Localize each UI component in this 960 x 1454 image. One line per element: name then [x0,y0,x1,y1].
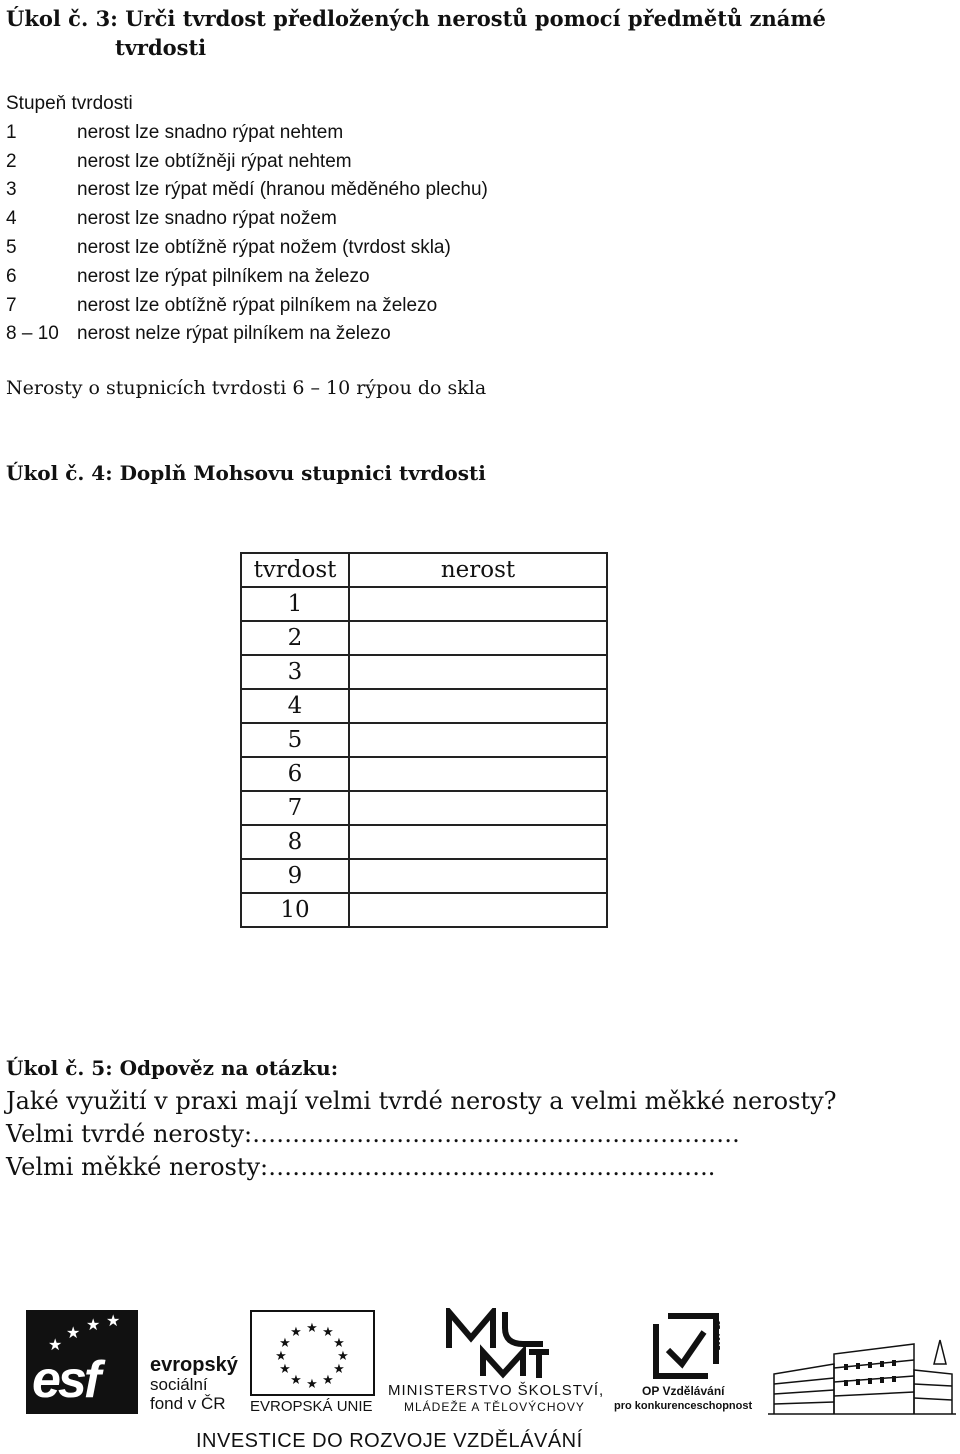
mineral-input-cell[interactable] [349,757,607,791]
svg-text:★: ★ [279,1336,291,1351]
scale-row [6,320,488,349]
esf-line1: evropský [150,1354,238,1376]
svg-text:★: ★ [279,1362,291,1377]
mineral-input-cell[interactable] [349,655,607,689]
table-body [241,587,607,927]
scale-degree: 4 [6,208,17,230]
hardness-cell: 7 [241,791,349,825]
scale-description: nerost lze rýpat mědí (hranou měděného plechu) [77,179,488,201]
scale-degree: 1 [6,121,17,143]
task4-title: Úkol č. 4: Doplň Mohsovu stupnici tvrdosti [6,461,486,485]
scale-degree: 3 [6,179,17,201]
esf-line2: sociální [150,1375,208,1394]
table-row [241,757,607,791]
scale-row [6,119,488,148]
svg-text:★: ★ [333,1336,345,1351]
msmt-logo [388,1308,608,1418]
footer-logos [0,1300,960,1454]
table-row [241,893,607,927]
esf-mark-text: esf [32,1351,99,1409]
op-line1: OP Vzdělávání [642,1384,725,1398]
mineral-input-cell[interactable] [349,893,607,927]
scale-row [6,292,488,321]
task3-title [6,4,906,62]
scale-header: Stupeň tvrdosti [6,93,133,114]
hardness-scale [6,90,488,349]
scale-description: nerost lze obtížněji rýpat nehtem [77,150,352,172]
mineral-input-cell[interactable] [349,791,607,825]
task3-title-line1: Úkol č. 3: Urči tvrdost předložených nerostů pomocí předmětů známé [6,6,826,31]
question-text: Jaké využití v praxi mají velmi tvrdé nerosty a velmi měkké nerosty? [6,1087,837,1115]
svg-text:★: ★ [333,1362,345,1377]
scale-degree: 7 [6,294,17,316]
op-line2: pro konkurenceschopnost [614,1400,753,1412]
scale-row [6,148,488,177]
scale-row [6,234,488,263]
table-row [241,689,607,723]
esf-line3: fond v ČR [150,1394,226,1413]
mohs-table [240,552,608,928]
table-row [241,825,607,859]
answer-soft-line[interactable]: Velmi měkké nerosty:……………………………………………….. [6,1153,716,1181]
mineral-input-cell[interactable] [349,587,607,621]
mineral-input-cell[interactable] [349,825,607,859]
scale-description: nerost lze rýpat pilníkem na železo [77,265,370,287]
scale-description: nerost nelze rýpat pilníkem na železo [77,323,391,345]
mineral-input-cell[interactable] [349,723,607,757]
hardness-cell: 4 [241,689,349,723]
hardness-cell: 9 [241,859,349,893]
scale-description: nerost lze obtížně rýpat pilníkem na železo [77,294,438,316]
task3-title-line2: tvrdosti [115,35,207,60]
eu-caption: EVROPSKÁ UNIE [250,1398,373,1415]
eu-flag-icon [250,1310,375,1396]
table-row [241,587,607,621]
svg-text:★: ★ [290,1325,302,1340]
svg-text:★: ★ [275,1349,287,1364]
scale-description: nerost lze obtížně rýpat nožem (tvrdost skla) [77,236,451,258]
eu-logo [250,1310,380,1415]
scale-row [6,205,488,234]
table-header-row [241,553,607,587]
msmt-line2: MLÁDEŽE A TĚLOVÝCHOVY [404,1400,585,1414]
table-row [241,859,607,893]
scale-degree: 6 [6,265,17,287]
table-row [241,791,607,825]
scale-degree: 5 [6,236,17,258]
answer-hard-line[interactable]: Velmi tvrdé nerosty:……………………………………………………. [6,1120,740,1148]
hardness-cell: 2 [241,621,349,655]
svg-text:★: ★ [322,1325,334,1340]
school-building-image [764,1334,960,1418]
op-mark-icon [646,1310,726,1382]
table-row [241,655,607,689]
column-header-mineral: nerost [349,553,607,587]
mineral-input-cell[interactable] [349,621,607,655]
svg-text:★: ★ [306,1321,318,1336]
svg-text:★: ★ [337,1349,349,1364]
scale-degree: 2 [6,150,17,172]
table-row [241,723,607,757]
hardness-cell: 5 [241,723,349,757]
esf-text [150,1356,238,1413]
mineral-input-cell[interactable] [349,689,607,723]
hardness-cell: 3 [241,655,349,689]
hardness-cell: 6 [241,757,349,791]
svg-text:★: ★ [322,1373,334,1388]
op-logo [614,1310,754,1420]
scale-row [6,263,488,292]
mineral-input-cell[interactable] [349,859,607,893]
msmt-mark-icon [443,1308,553,1380]
scale-description: nerost lze snadno rýpat nehtem [77,121,344,143]
task5-title: Úkol č. 5: Odpověz na otázku: [6,1056,339,1080]
svg-text:★: ★ [290,1373,302,1388]
scale-row [6,176,488,205]
glass-note: Nerosty o stupnicích tvrdosti 6 – 10 rýpou do skla [6,377,487,399]
msmt-line1: MINISTERSTVO ŠKOLSTVÍ, [388,1382,605,1399]
svg-text:2007-13: 2007-13 [713,1320,722,1350]
scale-degree: 8 – 10 [6,323,59,345]
scale-description: nerost lze snadno rýpat nožem [77,208,337,230]
scale-rows [6,119,488,349]
hardness-cell: 8 [241,825,349,859]
svg-text:★: ★ [306,1377,318,1392]
hardness-cell: 10 [241,893,349,927]
investment-tagline: INVESTICE DO ROZVOJE VZDĚLÁVÁNÍ [196,1430,583,1452]
table-row [241,621,607,655]
hardness-cell: 1 [241,587,349,621]
esf-mark-icon: ★ ★ ★ ★ esf [26,1310,138,1414]
column-header-hardness: tvrdost [241,553,349,587]
esf-logo [26,1310,241,1420]
